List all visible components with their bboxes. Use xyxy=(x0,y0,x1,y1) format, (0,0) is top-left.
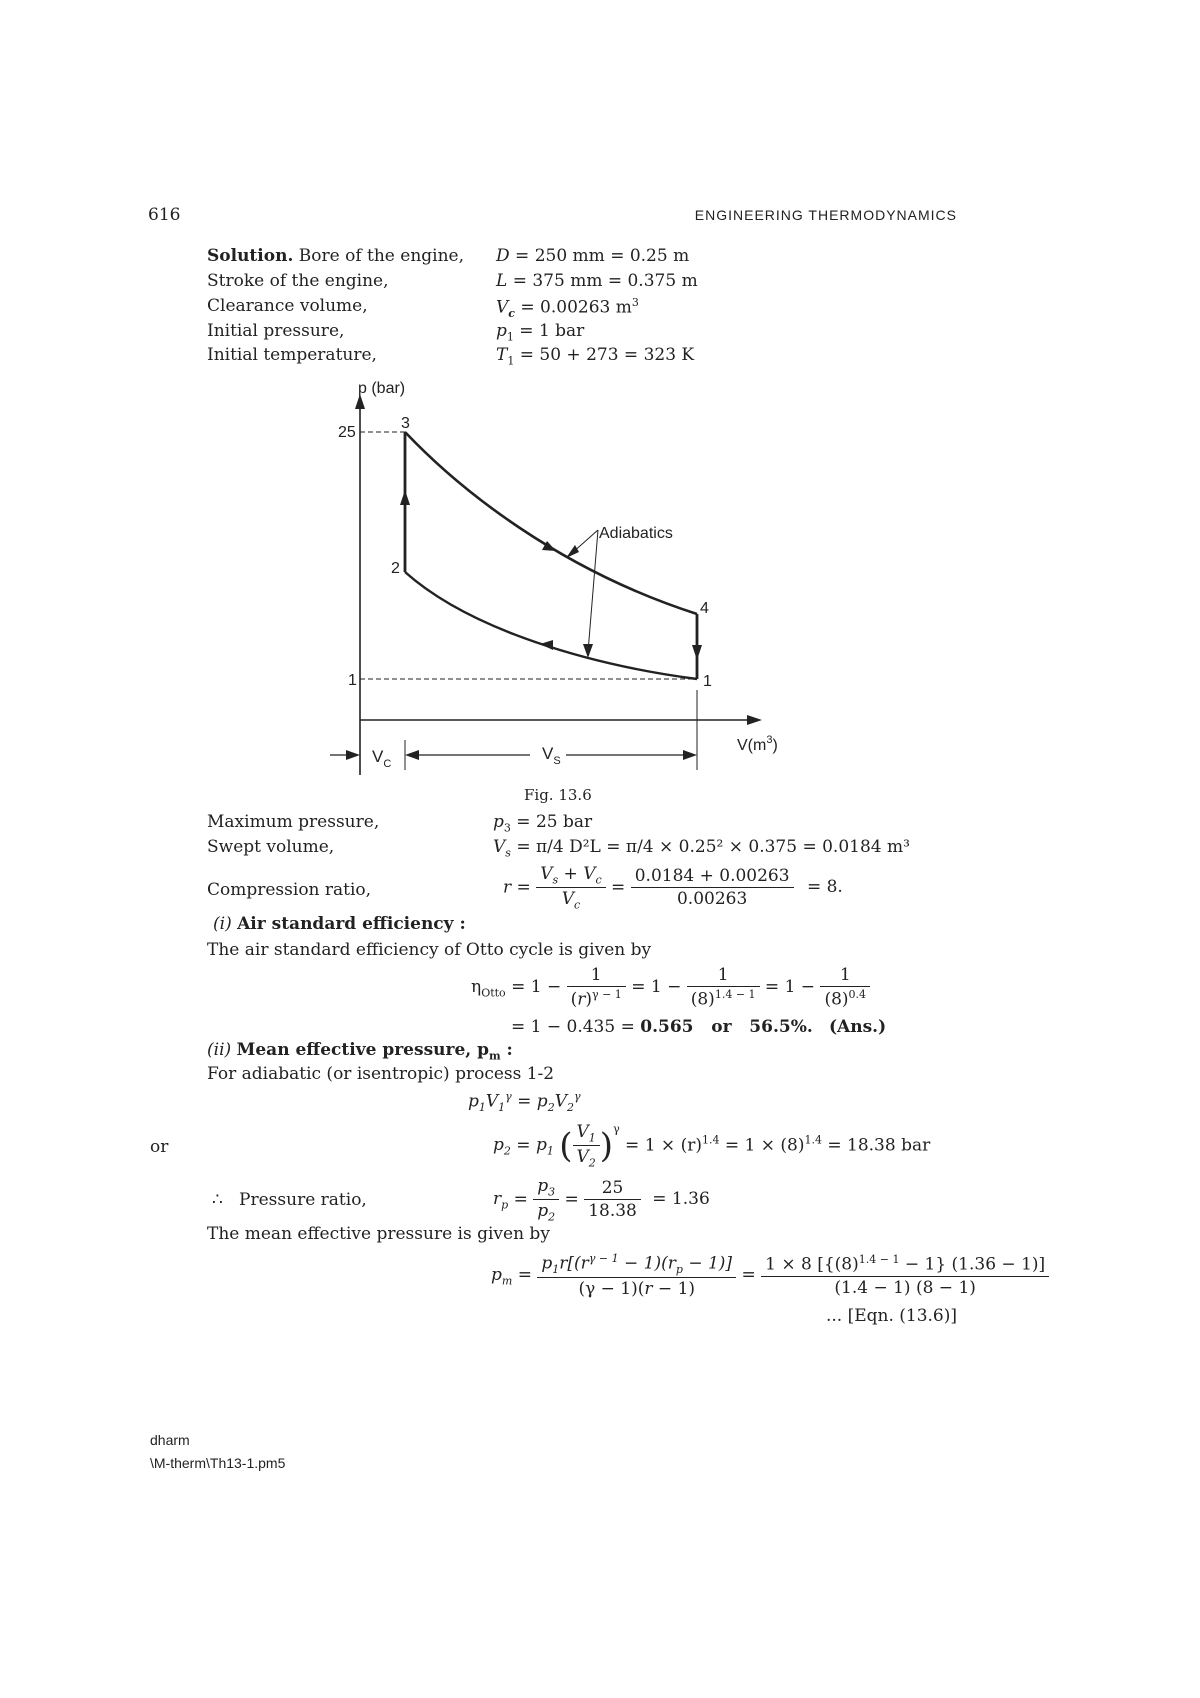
subscript: 3 xyxy=(503,821,511,835)
eff-fraction-3 xyxy=(820,965,870,1010)
figure-caption: Fig. 13.6 xyxy=(524,786,592,804)
mep-fraction-numeric xyxy=(761,1253,1049,1298)
subscript: 1 xyxy=(507,354,515,368)
superscript: 3 xyxy=(631,296,639,309)
symbol: L xyxy=(496,271,508,291)
p2-result: = 18.38 bar xyxy=(821,1135,931,1156)
value: = π/4 D²L = π/4 × 0.25² × 0.375 = 0.0184 m³ xyxy=(510,837,910,857)
annotation-leader-lower xyxy=(588,530,598,652)
denominator: 0.00263 xyxy=(676,889,748,910)
vs-dim-arrow-left xyxy=(405,750,419,760)
symbol: p xyxy=(493,812,504,832)
p2-calc-a: = 1 × (r) xyxy=(625,1135,702,1156)
annotation-adiabatics: Adiabatics xyxy=(599,525,673,542)
label-text: Pressure ratio, xyxy=(239,1190,367,1210)
symbol: V xyxy=(493,837,506,857)
y-axis-label: p (bar) xyxy=(358,380,406,397)
part-number: (ii) xyxy=(207,1040,232,1060)
part-i-heading xyxy=(213,914,466,934)
tick-label-25: 25 xyxy=(338,424,356,441)
compression-ratio-eq: r = $\frac{V_s + V_c}{V_c}$ = $\frac{0.0184 + 0.00263}{0.00263}$ = 8. xyxy=(503,864,843,912)
point-label-4: 4 xyxy=(700,600,709,617)
symbol: T xyxy=(496,345,508,365)
symbol: D xyxy=(496,246,510,266)
eff-answer-percent: 56.5%. xyxy=(749,1017,813,1037)
value: = 50 + 273 = 323 K xyxy=(514,345,695,365)
annotation-arrow-upper xyxy=(566,545,579,558)
subscript: 1 xyxy=(506,330,514,344)
efficiency-formula: $\eta_{Otto} = 1$ − $\frac{1}{(r)^{\gamma - 1}}$ = 1 − $\frac{1}{(8)^{1.4 - 1}}$ = 1 − $\frac{1}{(8)^{0.4}}$ xyxy=(471,965,870,1010)
mep-formula: $p_m$ = $\frac{p_1r[(r^{\gamma - 1} - 1)(r_p - 1)]}{(\gamma - 1)(r - 1)}$ = $\frac{1 \times 8 [\{(8)^{1.4 - 1} - 1\} (1.36 - 1)]}{(1.4 - 1) (8 - 1)}$ xyxy=(491,1252,1049,1299)
numerator: $p_3$ xyxy=(533,1176,559,1200)
eff-fraction-1 xyxy=(567,965,626,1010)
symbol: $p_m$ xyxy=(491,1265,513,1288)
pr-fraction-numeric xyxy=(584,1178,641,1221)
symbol: $p_2$ xyxy=(493,1135,511,1158)
given-text: Bore of the engine, xyxy=(293,246,465,266)
cr-fraction-symbolic xyxy=(536,864,605,912)
pr-fraction-symbolic xyxy=(533,1176,559,1224)
numerator: $V_s + V_c$ xyxy=(536,864,605,888)
running-title: ENGINEERING THERMODYNAMICS xyxy=(694,207,957,223)
therefore-symbol: ∴ xyxy=(212,1190,223,1210)
given-row-stroke: Stroke of the engine, xyxy=(207,271,389,291)
subscript: s xyxy=(505,846,511,860)
exp-a: 1.4 xyxy=(701,1133,720,1147)
subscript: c xyxy=(508,307,515,321)
mep-intro: The mean effective pressure is given by xyxy=(207,1224,550,1244)
denominator: 18.38 xyxy=(588,1201,637,1222)
arrow-2-3 xyxy=(400,490,410,505)
volume-ratio xyxy=(573,1122,600,1170)
x-axis-arrow xyxy=(747,715,762,725)
vs-dim-arrow-right xyxy=(683,750,697,760)
swept-volume-value xyxy=(493,837,910,859)
value: = 1 bar xyxy=(513,321,585,341)
symbol: $r_p$ xyxy=(493,1189,509,1212)
denominator: (γ − 1)(r − 1) xyxy=(578,1279,696,1300)
pressure-ratio-label xyxy=(212,1190,367,1210)
numerator: 25 xyxy=(584,1178,641,1200)
paren-open: ( xyxy=(559,1125,573,1166)
value: = 0.00263 m xyxy=(514,297,632,318)
numerator: 1 xyxy=(687,965,760,987)
exp-b: 1.4 xyxy=(804,1133,822,1147)
eff-answer-decimal: 0.565 xyxy=(640,1017,694,1037)
numerator: 0.0184 + 0.00263 xyxy=(631,866,794,888)
efficiency-intro: The air standard efficiency of Otto cycle is given by xyxy=(207,940,652,960)
denominator: $(8)^{1.4 - 1}$ xyxy=(690,988,756,1010)
denominator: (1.4 − 1) (8 − 1) xyxy=(834,1277,976,1298)
process-1-2-adiabatic xyxy=(405,572,697,679)
symbol: p xyxy=(496,321,507,341)
symbol: V xyxy=(496,297,509,318)
efficiency-result xyxy=(511,1017,886,1037)
p2-formula: $p_2 = p_1$ ( $\frac{V_1}{V_2}$ )$^\gamma = 1 \times (r)^{1.4} = 1 \times (8)^{1.4} = 18.38$ bar xyxy=(493,1122,931,1170)
page-number: 616 xyxy=(148,205,181,225)
swept-volume-label: Swept volume, xyxy=(207,837,335,857)
numerator: 1 xyxy=(567,965,626,987)
cr-result: = 8. xyxy=(806,877,843,898)
process-3-4-adiabatic xyxy=(405,432,697,614)
given-row-pressure: Initial pressure, xyxy=(207,321,345,341)
eff-fraction-2 xyxy=(687,965,760,1010)
part-title: Air standard efficiency : xyxy=(237,914,466,934)
numerator: 1 × 8 $[\{(8)^{1.4 - 1} - 1\} (1.36 - 1)]$ xyxy=(761,1253,1049,1277)
x-axis-label: $V(m^3)$ xyxy=(737,734,778,754)
vs-label: $V_S$ xyxy=(542,744,561,767)
numerator: $V_1$ xyxy=(573,1122,600,1146)
value: = 25 bar xyxy=(510,812,593,832)
gamma-exponent: γ xyxy=(613,1122,620,1136)
answer-tag: (Ans.) xyxy=(829,1017,887,1037)
numerator: $p_1r[(r^{\gamma - 1} - 1)(r_p - 1)]$ xyxy=(537,1252,736,1278)
given-row-clearance: Clearance volume, xyxy=(207,296,368,316)
denominator: $(r)^{\gamma - 1}$ xyxy=(570,988,622,1010)
value: = 375 mm = 0.375 m xyxy=(507,271,698,291)
symbol: r xyxy=(503,877,512,898)
value: = 250 mm = 0.25 m xyxy=(509,246,690,266)
vc-label: $V_C$ xyxy=(372,747,392,770)
cr-fraction-numeric xyxy=(631,866,794,909)
given-row-temperature: Initial temperature, xyxy=(207,345,377,365)
point-label-3: 3 xyxy=(401,415,410,432)
point-label-2: 2 xyxy=(391,560,400,577)
part-title: Mean effective pressure, p xyxy=(236,1040,489,1060)
numerator: 1 xyxy=(820,965,870,987)
p2-calc-b: = 1 × (8) xyxy=(719,1135,805,1156)
footer-line-2: \M-therm\Th13-1.pm5 xyxy=(150,1455,286,1471)
point-label-1: 1 xyxy=(703,673,712,690)
vc-dim-arrow xyxy=(346,750,360,760)
eff-calc: = 1 − 0.435 = xyxy=(511,1017,641,1037)
denominator: $V_2$ xyxy=(576,1147,596,1170)
pressure-ratio-eq: $r_p$ = $\frac{p_3}{p_2}$ = $\frac{25}{18.38}$ = 1.36 xyxy=(493,1176,710,1224)
paren-close: ) xyxy=(599,1125,614,1166)
denominator: $V_c$ xyxy=(561,889,581,912)
or-label: or xyxy=(150,1137,169,1157)
subscript: Otto xyxy=(481,986,506,1000)
max-pressure-label: Maximum pressure, xyxy=(207,812,380,832)
part-ii-heading xyxy=(207,1040,513,1062)
adiabatic-intro: For adiabatic (or isentropic) process 1-2 xyxy=(207,1064,555,1084)
mep-fraction-symbolic xyxy=(537,1252,736,1299)
compression-ratio-label: Compression ratio, xyxy=(207,880,372,900)
tick-label-1: 1 xyxy=(348,672,357,689)
max-pressure-value xyxy=(493,812,592,834)
solution-label: Solution. xyxy=(207,246,294,266)
footer-line-1: dharm xyxy=(150,1432,190,1448)
arrow-4-1 xyxy=(692,645,702,660)
eta-symbol: $\eta_{Otto}$ xyxy=(471,976,506,1000)
subscript: m xyxy=(489,1049,501,1063)
pr-result: = 1.36 xyxy=(652,1189,710,1210)
part-number: (i) xyxy=(213,914,232,934)
adiabatic-relation: $p_1V_1^\gamma = p_2V_2^\gamma$ xyxy=(468,1090,581,1115)
colon: : xyxy=(500,1040,513,1060)
denominator: $p_2$ xyxy=(537,1201,556,1224)
equation-reference: ... [Eqn. (13.6)] xyxy=(825,1306,957,1326)
denominator: $(8)^{0.4}$ xyxy=(824,988,867,1010)
eff-or: or xyxy=(693,1017,750,1037)
